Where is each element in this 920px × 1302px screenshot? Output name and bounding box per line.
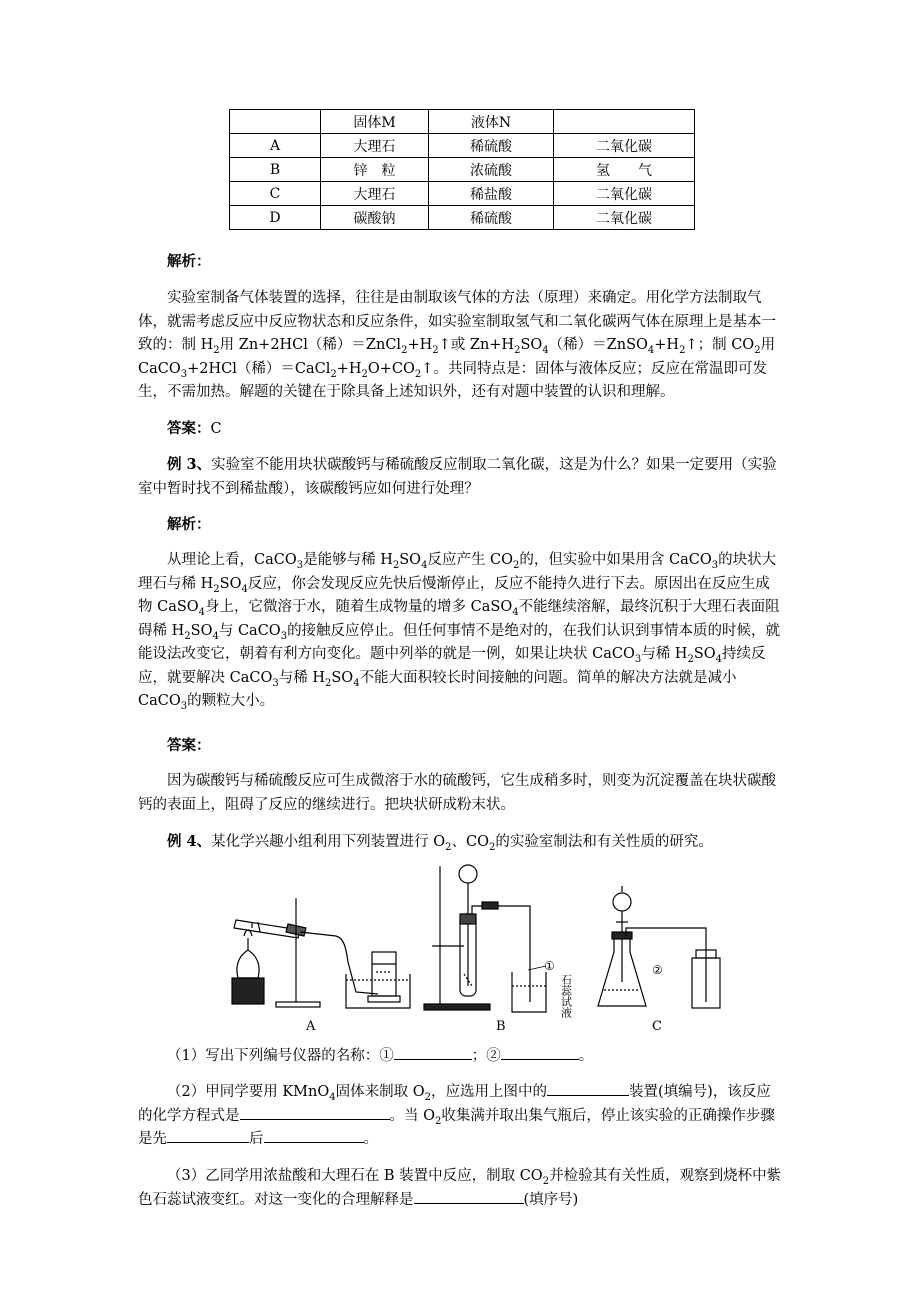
subscript: 2 [392, 559, 400, 571]
text-run: 反应，你会发现反应先快后慢渐停止，反应不能持久进行下去。原因出在反应生成物 CaSO [138, 575, 770, 615]
table-cell: 二氧化碳 [554, 134, 695, 158]
subscript: 3 [296, 559, 304, 571]
answer-paragraph-2: 因为碳酸钙与稀硫酸反应可生成微溶于水的硫酸钙，它生成稍多时，则变为沉淀覆盖在块状碳酸钙的表面上，阻碍了反应的继续进行。把块状研成粉末状。 [138, 773, 776, 813]
text-run: 从理论上看，CaCO [167, 552, 297, 568]
table-header-row [230, 110, 695, 134]
subscript: 3 [180, 700, 188, 712]
sep-funnel-c [613, 893, 631, 911]
table-cell [230, 110, 321, 134]
table-cell: 浓硫酸 [429, 158, 554, 182]
apparatus-figure [228, 862, 728, 1038]
stand-base-a [276, 1002, 320, 1007]
subscript: 2 [324, 677, 332, 689]
text-run: SO [190, 622, 213, 639]
example-3: 例 3、实验室不能用块状碳酸钙与稀硫酸反应制取二氧化碳，这是为什么？如果一定要用（实验室中暂时找不到稀盐酸），该碳酸钙应如何进行处理？ [138, 456, 777, 497]
table-row [230, 134, 695, 158]
table-cell: 固体M [321, 110, 429, 134]
table-row [230, 206, 695, 230]
text-run: 不能继续溶解，最终沉积于大理石表面阻碍稀 H [138, 599, 780, 639]
table-cell [554, 110, 695, 134]
subscript: 4 [512, 606, 519, 618]
table-cell: 二氧化碳 [554, 206, 695, 230]
litmus-label: 石蕊试液 [559, 974, 573, 1018]
apparatus-diagram [228, 862, 728, 1038]
text-run: 是能够与稀 H [303, 552, 393, 568]
label-a: A [306, 1019, 316, 1034]
subscript: 4 [241, 583, 248, 595]
text-run: 的颗粒大小。 [187, 693, 275, 709]
text-run: SO [399, 552, 422, 568]
answer-label-2: 答案： [167, 737, 211, 754]
subscript: 2 [513, 559, 520, 571]
text-run: 不能大面积较长时间接触的问题。简单的解决方法就是减小 CaCO [138, 669, 737, 709]
answer-1: 答案：C [167, 420, 222, 437]
heating-block [232, 978, 264, 1004]
table-cell: 二氧化碳 [554, 182, 695, 206]
funnel-b [459, 865, 477, 883]
subscript: 3 [272, 677, 279, 689]
table-cell: D [230, 206, 321, 230]
text-run: 与稀 H [641, 646, 688, 662]
subscript: 4 [715, 653, 723, 665]
analysis-label-1: 解析： [167, 253, 211, 270]
stand-base-b [424, 1004, 490, 1010]
table-cell: 氢 气 [554, 158, 695, 182]
answer-blank[interactable] [167, 1128, 249, 1143]
text-run: 的块状大理石与稀 H [138, 552, 777, 592]
text-run: 持续反应，就要解决 CaCO [138, 646, 766, 686]
text-run: SO [219, 575, 242, 592]
answer-blank[interactable] [414, 1189, 524, 1204]
example-4: 例 4、某化学兴趣小组利用下列装置进行 $O_2$、$CO_2$的实验室制法和有关性质的研究。 [167, 833, 713, 853]
question-1: （1）写出下列编号仪器的名称：① ；② 。 [138, 1045, 782, 1069]
text-run: 身上，它微溶于水，随着生成物量的增多 CaSO [205, 599, 513, 615]
label-b: B [496, 1019, 506, 1034]
text-run: SO [693, 646, 716, 662]
table-cell: C [230, 182, 321, 206]
table-cell: 稀硫酸 [429, 206, 554, 230]
alcohol-lamp [237, 950, 259, 978]
subscript: 4 [421, 559, 428, 571]
table-cell: 稀硫酸 [429, 134, 554, 158]
beaker [512, 972, 546, 1012]
table-cell: 锌 粒 [321, 158, 429, 182]
text-run: 的接触反应停止。但任何事情不是绝对的，在我们认识到事情本质的时候，就能设法改变它，朝着有利方向变化。题中列举的就是一例，如果让块状 CaCO [138, 622, 781, 662]
subscript: 3 [634, 653, 642, 665]
options-table [229, 109, 695, 230]
analysis-label-2: 解析： [167, 516, 211, 533]
answer-blank[interactable] [501, 1045, 579, 1060]
subscript: 4 [198, 606, 206, 618]
question-3: （3）乙同学用浓盐酸和大理石在 B 装置中反应，制取 $CO_2$并检验其有关性质，观察到烧杯中紫色石蕊试液变红。对这一变化的合理解释是 (填序号) [138, 1168, 782, 1208]
marker-2: ② [652, 963, 663, 977]
bottle-stand [368, 996, 400, 1002]
subscript: 2 [213, 583, 220, 595]
subscript: 3 [711, 559, 719, 571]
analysis-paragraph-1: 实验室制备气体装置的选择，往往是由制取该气体的方法（原理）来确定。用化学方法制取气体，就需考虑反应中反应物状态和反应条件，如实验室制取氢气和二氧化碳两气体在原理上是基本一致的：制 $H_2$用 Zn+2HCl（稀）$=ZnCl_2+H_2↑$或 $Zn+H_2SO_4$（稀）$=ZnSO_4+H_2↑$；制 $CO_2$用 CaCO$_3$+2HCl（稀）$=CaCl_2+H_2O+CO_2↑$。共同特点是：固体与液体反应；反应在常温即可发生，不需加热。解题的关键在于除具备上述知识外，还有对题中装置的认识和理解。 [138, 290, 776, 400]
table-cell: 大理石 [321, 134, 429, 158]
delivery-tube-c [626, 928, 706, 1002]
subscript: 2 [184, 630, 191, 642]
gas-bottle [372, 952, 396, 996]
table-cell: 碳酸钠 [321, 206, 429, 230]
table-row [230, 182, 695, 206]
label-c: C [652, 1019, 662, 1034]
marker-1: ① [544, 959, 555, 973]
table-cell: 液体N [429, 110, 554, 134]
subscript: 4 [353, 677, 360, 689]
subscript: 2 [687, 653, 694, 665]
table-cell: 稀盐酸 [429, 182, 554, 206]
table-cell: B [230, 158, 321, 182]
table-cell: A [230, 134, 321, 158]
answer-blank[interactable] [547, 1081, 629, 1096]
text-run: SO [331, 669, 354, 686]
text-run: 的，但实验中如果用含 CaCO [519, 552, 712, 568]
delivery-tube-a [300, 932, 378, 994]
analysis-paragraph-2 [138, 549, 782, 714]
answer-blank[interactable] [264, 1128, 364, 1143]
table-row [230, 158, 695, 182]
subscript: 4 [212, 630, 219, 642]
answer-blank[interactable] [394, 1045, 472, 1060]
answer-blank[interactable] [240, 1105, 390, 1120]
subscript: 3 [280, 630, 288, 642]
delivery-tube-b [472, 906, 530, 1002]
question-2: （2）甲同学要用 KMnO$_4$固体来制取 $O_2$，应选用上图中的 装置(填编号)，该反应的化学方程式是 。当 $O_2$收集满并取出集气瓶后，停止该实验的正确操作步骤是先 后 。 [138, 1081, 782, 1152]
text-run: 与 CaCO [218, 622, 281, 639]
table-cell: 大理石 [321, 182, 429, 206]
text-run: 反应产生 CO [427, 552, 514, 568]
text-run: 与稀 H [278, 669, 325, 686]
